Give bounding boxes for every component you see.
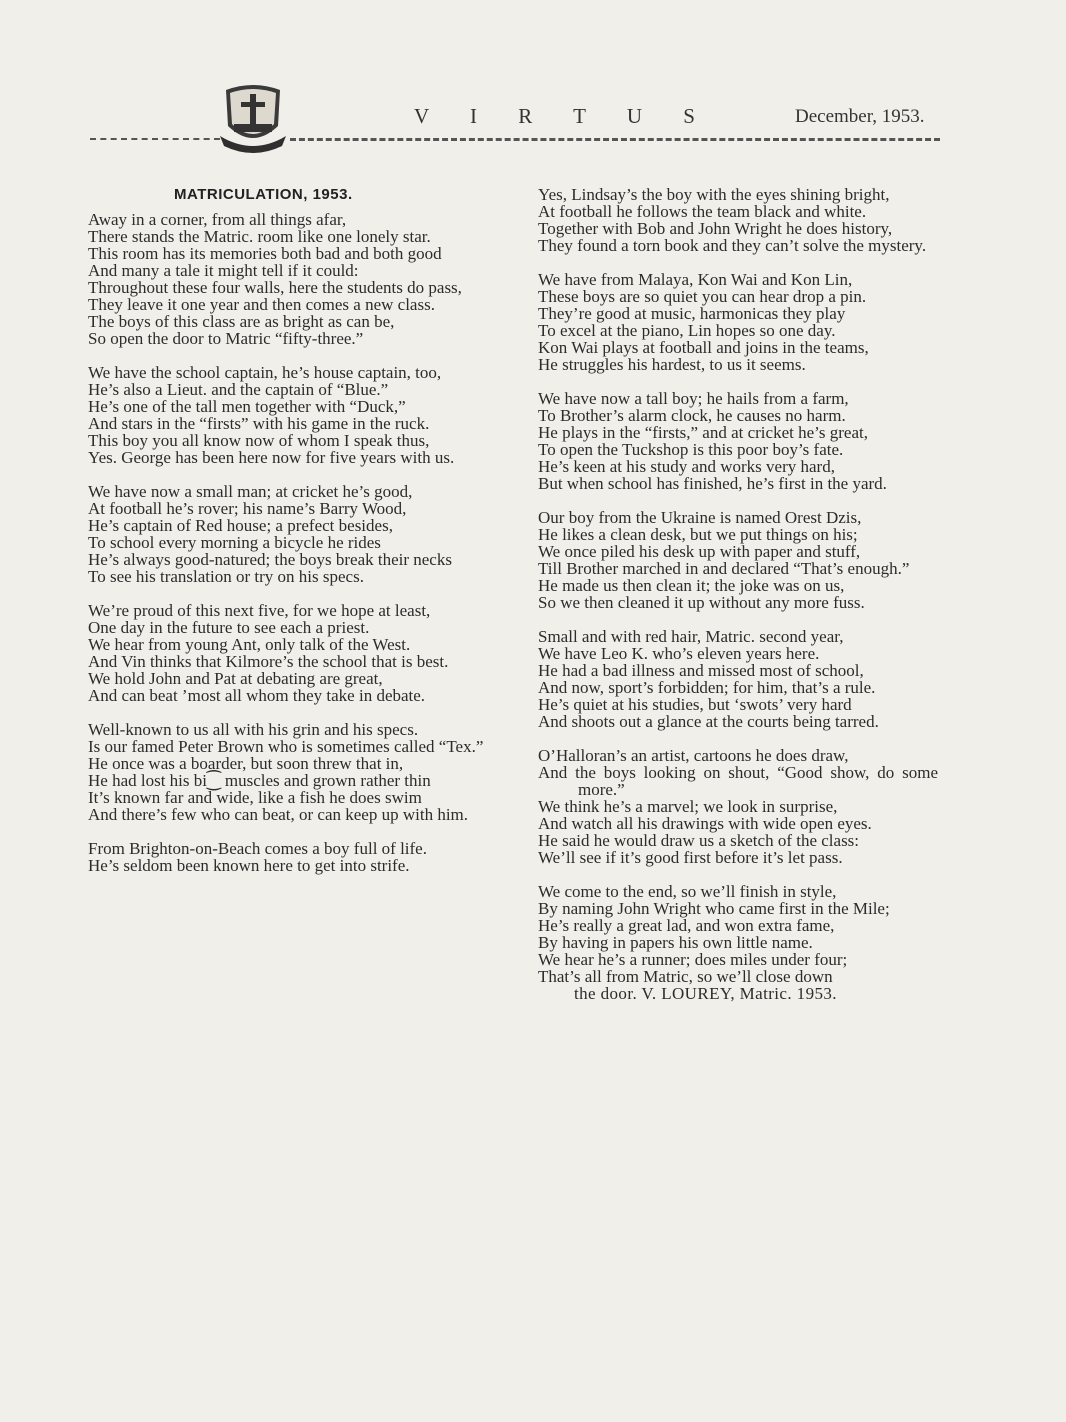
poem-line: Together with Bob and John Wright he does history,	[538, 219, 893, 238]
poem-line: We have now a tall boy; he hails from a farm,	[538, 389, 849, 408]
poem-line: Is our famed Peter Brown who is sometimes called “Tex.”	[88, 737, 484, 756]
poem-line: Yes, Lindsay’s the boy with the eyes shining bright,	[538, 185, 890, 204]
stanza	[538, 747, 938, 866]
poem-line: He’s one of the tall men together with “Duck,”	[88, 397, 406, 416]
poem-line: He had a bad illness and missed most of school,	[538, 661, 864, 680]
right-stanzas	[538, 186, 938, 985]
poem-line: By naming John Wright who came first in the Mile;	[538, 899, 890, 918]
poem-line: We’ll see if it’s good first before it’s let pass.	[538, 848, 843, 867]
poem-line: So we then cleaned it up without any more fuss.	[538, 593, 865, 612]
poem-line: He once was a boarder, but soon threw that in,	[88, 754, 404, 773]
stanza	[538, 186, 938, 254]
signature-line: the door. V. LOUREY, Matric. 1953.	[574, 984, 837, 1003]
poem-line: He said he would draw us a sketch of the class:	[538, 831, 860, 850]
poem-line: They leave it one year and then comes a new class.	[88, 295, 435, 314]
poem-line: By having in papers his own little name.	[538, 933, 813, 952]
poem-line: It’s known far and wide, like a fish he does swim	[88, 788, 422, 807]
poem-line: And stars in the “firsts” with his game in the ruck.	[88, 414, 430, 433]
poem-line: Well-known to us all with his grin and his specs.	[88, 720, 419, 739]
poem-line: To Brother’s alarm clock, he causes no harm.	[538, 406, 846, 425]
publication-title: V I R T U S	[414, 104, 713, 128]
poem-line: To open the Tuckshop is this poor boy’s fate.	[538, 440, 844, 459]
poem-column-right	[538, 186, 938, 1002]
poem-line: He’s keen at his study and works very hard,	[538, 457, 835, 476]
stanza	[88, 602, 488, 704]
poem-line: These boys are so quiet you can hear drop a pin.	[538, 287, 867, 306]
poem-line: We once piled his desk up with paper and stuff,	[538, 542, 861, 561]
school-crest-icon	[218, 80, 288, 158]
header-rule-right	[290, 138, 940, 141]
poem-line: And can beat ’most all whom they take in debate.	[88, 686, 426, 705]
poem-line: One day in the future to see each a priest.	[88, 618, 370, 637]
poem-line: We’re proud of this next five, for we hope at least,	[88, 601, 431, 620]
poem-line: That’s all from Matric, so we’ll close down	[538, 967, 833, 986]
poem-line: We come to the end, so we’ll finish in style,	[538, 882, 837, 901]
poem-line: We hear from young Ant, only talk of the West.	[88, 635, 411, 654]
poem-line: He plays in the “firsts,” and at cricket he’s great,	[538, 423, 868, 442]
poem-line: There stands the Matric. room like one lonely star.	[88, 227, 431, 246]
left-stanzas	[88, 211, 488, 874]
issue-date: December, 1953.	[795, 106, 925, 127]
poem-line: At football he’s rover; his name’s Barry Wood,	[88, 499, 407, 518]
poem-line: We have from Malaya, Kon Wai and Kon Lin,	[538, 270, 853, 289]
poem-title: MATRICULATION, 1953.	[174, 186, 353, 203]
poem-line: And there’s few who can beat, or can keep up with him.	[88, 805, 469, 824]
poem-line: Our boy from the Ukraine is named Orest Dzis,	[538, 508, 862, 527]
poem-line: And now, sport’s forbidden; for him, that’s a rule.	[538, 678, 876, 697]
stanza	[538, 628, 938, 730]
poem-line: We have now a small man; at cricket he’s good,	[88, 482, 413, 501]
poem-line: And watch all his drawings with wide open eyes.	[538, 814, 872, 833]
poem-line: And the boys looking on shout, “Good show, do some more.”	[538, 763, 938, 799]
poem-line: He’s quiet at his studies, but ‘swots’ very hard	[538, 695, 852, 714]
header-rule-left	[90, 138, 220, 140]
poem-line: So open the door to Matric “fifty-three.”	[88, 329, 364, 348]
stanza	[538, 883, 938, 985]
page-header	[0, 0, 1066, 170]
poem-line: We think he’s a marvel; we look in surprise,	[538, 797, 838, 816]
poem-line: He’s captain of Red house; a prefect besides,	[88, 516, 393, 535]
poem-line: The boys of this class are as bright as can be,	[88, 312, 395, 331]
stanza	[538, 390, 938, 492]
poem-line: He made us then clean it; the joke was on us,	[538, 576, 845, 595]
poem-line: He likes a clean desk, but we put things on his;	[538, 525, 858, 544]
poem-line: To see his translation or try on his specs.	[88, 567, 364, 586]
poem-line: We have Leo K. who’s eleven years here.	[538, 644, 820, 663]
stanza	[88, 840, 488, 874]
stanza	[88, 721, 488, 823]
stanza	[88, 483, 488, 585]
poem-line: He’s always good-natured; the boys break their necks	[88, 550, 452, 569]
stanza	[538, 509, 938, 611]
poem-line: And many a tale it might tell if it could:	[88, 261, 359, 280]
poem-line: To school every morning a bicycle he rides	[88, 533, 381, 552]
poem-line: He’s really a great lad, and won extra fame,	[538, 916, 835, 935]
poem-line: Small and with red hair, Matric. second year,	[538, 627, 844, 646]
poem-column-left	[88, 186, 488, 891]
poem-line: We hear he’s a runner; does miles under four;	[538, 950, 848, 969]
poem-line: But when school has finished, he’s first in the yard.	[538, 474, 887, 493]
poem-line: Till Brother marched in and declared “That’s enough.”	[538, 559, 910, 578]
poem-line: From Brighton-on-Beach comes a boy full of life.	[88, 839, 427, 858]
poem-line: This boy you all know now of whom I speak thus,	[88, 431, 430, 450]
poem-line: O’Halloran’s an artist, cartoons he does draw,	[538, 746, 849, 765]
poem-line: Away in a corner, from all things afar,	[88, 210, 347, 229]
poem-line: We hold John and Pat at debating are great,	[88, 669, 383, 688]
poem-line: This room has its memories both bad and both good	[88, 244, 442, 263]
poem-line: And shoots out a glance at the courts being tarred.	[538, 712, 879, 731]
poem-line: They’re good at music, harmonicas they play	[538, 304, 846, 323]
stanza	[88, 364, 488, 466]
poem-line: He’s seldom been known here to get into strife.	[88, 856, 410, 875]
poem-line: At football he follows the team black and white.	[538, 202, 867, 221]
poem-line: Throughout these four walls, here the students do pass,	[88, 278, 462, 297]
poem-line: We have the school captain, he’s house captain, too,	[88, 363, 442, 382]
poem-line: Kon Wai plays at football and joins in the teams,	[538, 338, 869, 357]
poem-line: He had lost his bi⁐ muscles and grown rather thin	[88, 771, 431, 790]
stanza	[538, 271, 938, 373]
stanza	[88, 211, 488, 347]
poem-line: Yes. George has been here now for five years with us.	[88, 448, 455, 467]
poem-line: They found a torn book and they can’t solve the mystery.	[538, 236, 927, 255]
poem-line: To excel at the piano, Lin hopes so one day.	[538, 321, 836, 340]
poem-line: And Vin thinks that Kilmore’s the school that is best.	[88, 652, 449, 671]
poem-line: He’s also a Lieut. and the captain of “Blue.”	[88, 380, 389, 399]
poem-line: He struggles his hardest, to us it seems.	[538, 355, 806, 374]
